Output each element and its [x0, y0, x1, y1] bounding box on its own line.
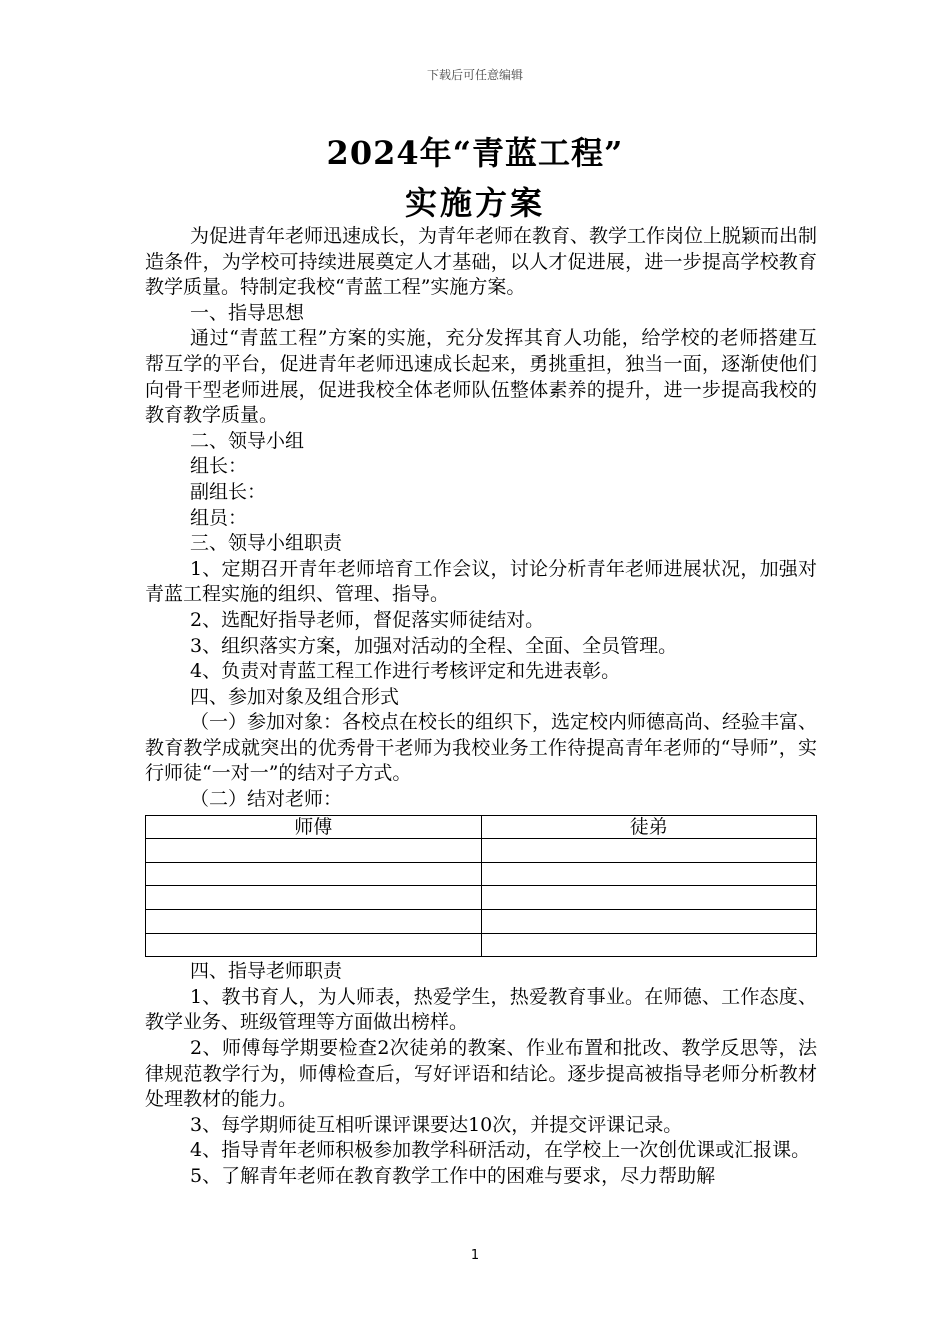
table-row [146, 933, 817, 957]
table-cell [481, 910, 817, 934]
paragraph: 4、指导青年老师积极参加教学科研活动，在学校上一次创优课或汇报课。 [190, 1139, 811, 1162]
paragraph: 2、师傅每学期要检查2次徒弟的教案、作业布置和批改、教学反思等，法律规范教学行为，师傅检查后，写好评语和结论。逐步提高被指导老师分析教材处理教材的能力。 [145, 1037, 817, 1111]
paragraph: 3、每学期师徒互相听课评课要达10次，并提交评课记录。 [190, 1113, 683, 1136]
section-heading: 四、参加对象及组合形式 [190, 685, 400, 708]
paragraph: 5、了解青年老师在教育教学工作中的困难与要求，尽力帮助解 [190, 1164, 716, 1187]
paragraph: 为促进青年老师迅速成长，为青年老师在教育、教学工作岗位上脱颖而出制造条件，为学校可持续进展奠定人才基础，以人才促进展，进一步提高学校教育教学质量。特制定我校“青蓝工程”实施方案。 [145, 225, 818, 299]
column-header-mentor: 师傅 [146, 815, 482, 839]
table-row [146, 886, 817, 910]
paragraph: （一）参加对象：各校点在校长的组织下，选定校内师德高尚、经验丰富、教育教学成就突出的优秀骨干老师为我校业务工作待提高青年老师的“导师”，实行师徒“一对一”的结对子方式。 [145, 711, 818, 785]
paragraph: 3、组织落实方案，加强对活动的全程、全面、全员管理。 [190, 634, 678, 657]
section-heading: 二、领导小组 [190, 429, 305, 452]
table-row [146, 862, 817, 886]
document-title: 2024年“青蓝工程” [326, 134, 624, 172]
page-number: 1 [470, 1248, 480, 1263]
page-header: 下载后可任意编辑 [426, 68, 523, 82]
paragraph: 4、负责对青蓝工程工作进行考核评定和先进表彰。 [190, 660, 621, 683]
table-cell [481, 839, 817, 863]
table-cell [146, 862, 482, 886]
paragraph: 2、选配好指导老师，督促落实师徒结对。 [190, 608, 545, 631]
document-body [145, 224, 817, 1190]
section-heading: 四、指导老师职责 [190, 960, 343, 983]
table-cell [146, 886, 482, 910]
table-row [146, 910, 817, 934]
table-cell [481, 862, 817, 886]
table-cell [146, 839, 482, 863]
table-cell [481, 933, 817, 957]
section-heading: 三、领导小组职责 [190, 532, 343, 555]
document-subtitle: 实施方案 [404, 184, 545, 222]
table-cell [481, 886, 817, 910]
column-header-apprentice: 徒弟 [481, 815, 817, 839]
paragraph: 副组长： [190, 480, 267, 503]
table-cell [146, 910, 482, 934]
section-heading: 一、指导思想 [190, 301, 305, 324]
paragraph: 通过“青蓝工程”方案的实施，充分发挥其育人功能，给学校的老师搭建互帮互学的平台，促进青年老师迅速成长起来，勇挑重担，独当一面，逐渐使他们向骨干型老师进展，促进我校全体老师队伍整体素养的提升，进一步提高我校的教育教学质量。 [145, 327, 817, 427]
pairing-table [145, 815, 817, 958]
table-cell [146, 933, 482, 957]
paragraph: 1、教书育人，为人师表，热爱学生，热爱教育事业。在师德、工作态度、教学业务、班级管理等方面做出榜样。 [145, 985, 817, 1034]
paragraph: 组员： [190, 506, 248, 529]
paragraph: 1、定期召开青年老师培育工作会议，讨论分析青年老师进展状况，加强对青蓝工程实施的组织、管理、指导。 [145, 557, 817, 606]
paragraph: （二）结对老师： [190, 788, 343, 811]
paragraph: 组长： [190, 455, 248, 478]
table-header-row [146, 815, 817, 839]
table-row [146, 839, 817, 863]
